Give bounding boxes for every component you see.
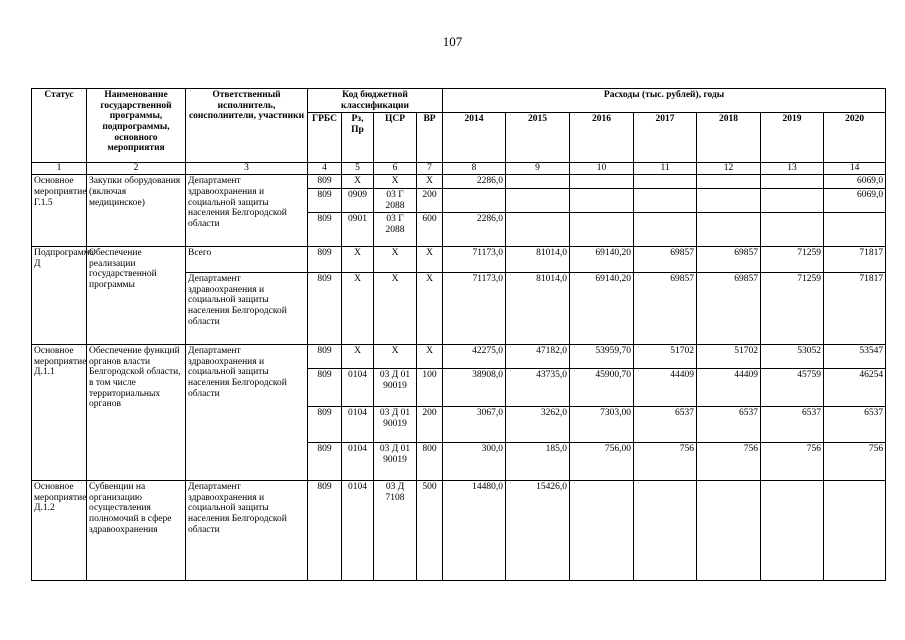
cell-2015: 81014,0 [506, 247, 570, 273]
page-number: 107 [442, 34, 463, 49]
cell-2018: 44409 [697, 369, 761, 407]
cell-2018 [697, 188, 761, 212]
header-grbs: ГРБС [308, 113, 342, 163]
cell-2017: 69857 [634, 247, 697, 273]
cell-2017: 756 [634, 443, 697, 481]
row-name: Субвенции на организацию осуществления полномочий в сфере здравоохранения [87, 481, 186, 581]
cell-2014: 38908,0 [443, 369, 506, 407]
cell-2014: 71173,0 [443, 273, 506, 345]
row-name: Обеспечение функций органов власти Белгородской области, в том числе территориальных органов [87, 345, 186, 481]
cell-2018: 69857 [697, 273, 761, 345]
cell-2020: 756 [824, 443, 886, 481]
cell-2015 [506, 175, 570, 189]
column-number: 12 [697, 163, 761, 175]
cell-csr: 03 Д 01 90019 [374, 443, 417, 481]
cell-csr: 03 Г 2088 [374, 213, 417, 247]
cell-2019: 71259 [761, 273, 824, 345]
header-year-2019: 2019 [761, 113, 824, 163]
header-status: Статус [32, 89, 87, 163]
cell-grbs: 809 [308, 407, 342, 443]
budget-table [31, 88, 886, 581]
header-expenses: Расходы (тыс. рублей), годы [443, 89, 886, 113]
cell-vr: 600 [417, 213, 443, 247]
cell-2014: 14480,0 [443, 481, 506, 581]
cell-2015: 185,0 [506, 443, 570, 481]
cell-vr: 200 [417, 188, 443, 212]
cell-2019 [761, 213, 824, 247]
cell-grbs: 809 [308, 481, 342, 581]
cell-2016: 7303,00 [570, 407, 634, 443]
cell-2019: 45759 [761, 369, 824, 407]
cell-2014: 71173,0 [443, 247, 506, 273]
row-executor: Департамент здравоохранения и социальной защиты населения Белгородской области [186, 175, 308, 247]
cell-2018: 6537 [697, 407, 761, 443]
cell-2015 [506, 213, 570, 247]
row-status: Основное мероприятие Д.1.1 [32, 345, 87, 481]
cell-2020: 6537 [824, 407, 886, 443]
row-status: Основное мероприятие Д.1.2 [32, 481, 87, 581]
header-csr: ЦСР [374, 113, 417, 163]
cell-2015: 15426,0 [506, 481, 570, 581]
table-row [32, 481, 886, 581]
cell-2020: 6069,0 [824, 175, 886, 189]
cell-csr: 03 Д 01 90019 [374, 369, 417, 407]
cell-2016 [570, 481, 634, 581]
column-number: 1 [32, 163, 87, 175]
cell-2020: 6069,0 [824, 188, 886, 212]
column-number: 11 [634, 163, 697, 175]
column-number: 7 [417, 163, 443, 175]
cell-csr: 03 Д 01 90019 [374, 407, 417, 443]
column-number: 9 [506, 163, 570, 175]
cell-rzpr: Х [342, 247, 374, 273]
cell-vr: 200 [417, 407, 443, 443]
cell-rzpr: 0104 [342, 481, 374, 581]
cell-rzpr: Х [342, 345, 374, 369]
table-row [32, 345, 886, 369]
cell-2016 [570, 188, 634, 212]
cell-rzpr: 0104 [342, 443, 374, 481]
cell-rzpr: 0104 [342, 407, 374, 443]
cell-2014: 300,0 [443, 443, 506, 481]
cell-csr: Х [374, 247, 417, 273]
cell-vr: 500 [417, 481, 443, 581]
cell-2016: 69140,20 [570, 247, 634, 273]
cell-2017: 44409 [634, 369, 697, 407]
cell-2017: 51702 [634, 345, 697, 369]
cell-csr: Х [374, 273, 417, 345]
cell-2016 [570, 175, 634, 189]
column-number: 5 [342, 163, 374, 175]
row-executor: Департамент здравоохранения и социальной защиты населения Белгородской области [186, 481, 308, 581]
cell-2018 [697, 481, 761, 581]
cell-2018: 51702 [697, 345, 761, 369]
cell-vr: Х [417, 273, 443, 345]
cell-2017: 6537 [634, 407, 697, 443]
cell-2019 [761, 481, 824, 581]
cell-2014: 42275,0 [443, 345, 506, 369]
cell-2014: 3067,0 [443, 407, 506, 443]
cell-2019: 756 [761, 443, 824, 481]
cell-2018: 69857 [697, 247, 761, 273]
column-number-row [32, 163, 886, 175]
cell-2017: 69857 [634, 273, 697, 345]
cell-2015: 47182,0 [506, 345, 570, 369]
column-number: 4 [308, 163, 342, 175]
header-year-2015: 2015 [506, 113, 570, 163]
cell-2017 [634, 213, 697, 247]
cell-2015: 43735,0 [506, 369, 570, 407]
row-executor: Департамент здравоохранения и социальной защиты населения Белгородской области [186, 345, 308, 481]
row-executor: Всего [186, 247, 308, 273]
cell-grbs: 809 [308, 188, 342, 212]
header-vr: ВР [417, 113, 443, 163]
cell-vr: 800 [417, 443, 443, 481]
cell-grbs: 809 [308, 273, 342, 345]
cell-2020: 71817 [824, 247, 886, 273]
header-year-2017: 2017 [634, 113, 697, 163]
header-year-2018: 2018 [697, 113, 761, 163]
row-status: Подпрограмма Д [32, 247, 87, 345]
cell-2019: 53052 [761, 345, 824, 369]
row-name: Закупки оборудования (включая медицинское) [87, 175, 186, 247]
cell-2020: 71817 [824, 273, 886, 345]
header-rzpr: Рз, Пр [342, 113, 374, 163]
cell-csr: 03 Д 7108 [374, 481, 417, 581]
cell-2018 [697, 175, 761, 189]
cell-2020 [824, 481, 886, 581]
column-number: 6 [374, 163, 417, 175]
header-budget-code: Код бюджетной классификации [308, 89, 443, 113]
cell-2020: 46254 [824, 369, 886, 407]
column-number: 8 [443, 163, 506, 175]
row-name: Обеспечение реализации государственной программы [87, 247, 186, 345]
cell-vr: Х [417, 247, 443, 273]
cell-vr: Х [417, 175, 443, 189]
header-year-2020: 2020 [824, 113, 886, 163]
row-executor: Департамент здравоохранения и социальной защиты населения Белгородской области [186, 273, 308, 345]
cell-csr: Х [374, 175, 417, 189]
cell-2014: 2286,0 [443, 175, 506, 189]
cell-2016: 756,00 [570, 443, 634, 481]
cell-2016: 53959,70 [570, 345, 634, 369]
header-year-2014: 2014 [443, 113, 506, 163]
cell-grbs: 809 [308, 345, 342, 369]
cell-2018: 756 [697, 443, 761, 481]
table-row [32, 175, 886, 189]
cell-2020 [824, 213, 886, 247]
column-number: 2 [87, 163, 186, 175]
cell-rzpr: 0104 [342, 369, 374, 407]
column-number: 13 [761, 163, 824, 175]
cell-2019 [761, 188, 824, 212]
cell-rzpr: 0909 [342, 188, 374, 212]
cell-2017 [634, 188, 697, 212]
column-number: 3 [186, 163, 308, 175]
cell-2019: 6537 [761, 407, 824, 443]
cell-2014 [443, 188, 506, 212]
header-name: Наименование государственной программы, подпрограммы, основного мероприятия [87, 89, 186, 163]
column-number: 10 [570, 163, 634, 175]
cell-rzpr: 0901 [342, 213, 374, 247]
cell-2018 [697, 213, 761, 247]
cell-rzpr: Х [342, 273, 374, 345]
cell-2016 [570, 213, 634, 247]
cell-vr: 100 [417, 369, 443, 407]
cell-grbs: 809 [308, 213, 342, 247]
table-row [32, 247, 886, 273]
cell-2017 [634, 175, 697, 189]
cell-2015 [506, 188, 570, 212]
cell-2016: 45900,70 [570, 369, 634, 407]
cell-csr: 03 Г 2088 [374, 188, 417, 212]
cell-rzpr: Х [342, 175, 374, 189]
cell-2015: 3262,0 [506, 407, 570, 443]
cell-2019: 71259 [761, 247, 824, 273]
header-year-2016: 2016 [570, 113, 634, 163]
cell-2019 [761, 175, 824, 189]
cell-grbs: 809 [308, 175, 342, 189]
cell-grbs: 809 [308, 369, 342, 407]
header-executor: Ответственный исполнитель, соисполнители, участники [186, 89, 308, 163]
cell-grbs: 809 [308, 443, 342, 481]
cell-2020: 53547 [824, 345, 886, 369]
column-number: 14 [824, 163, 886, 175]
cell-2016: 69140,20 [570, 273, 634, 345]
row-status: Основное мероприятие Г.1.5 [32, 175, 87, 247]
cell-2014: 2286,0 [443, 213, 506, 247]
cell-csr: Х [374, 345, 417, 369]
cell-2015: 81014,0 [506, 273, 570, 345]
cell-grbs: 809 [308, 247, 342, 273]
cell-vr: Х [417, 345, 443, 369]
cell-2017 [634, 481, 697, 581]
